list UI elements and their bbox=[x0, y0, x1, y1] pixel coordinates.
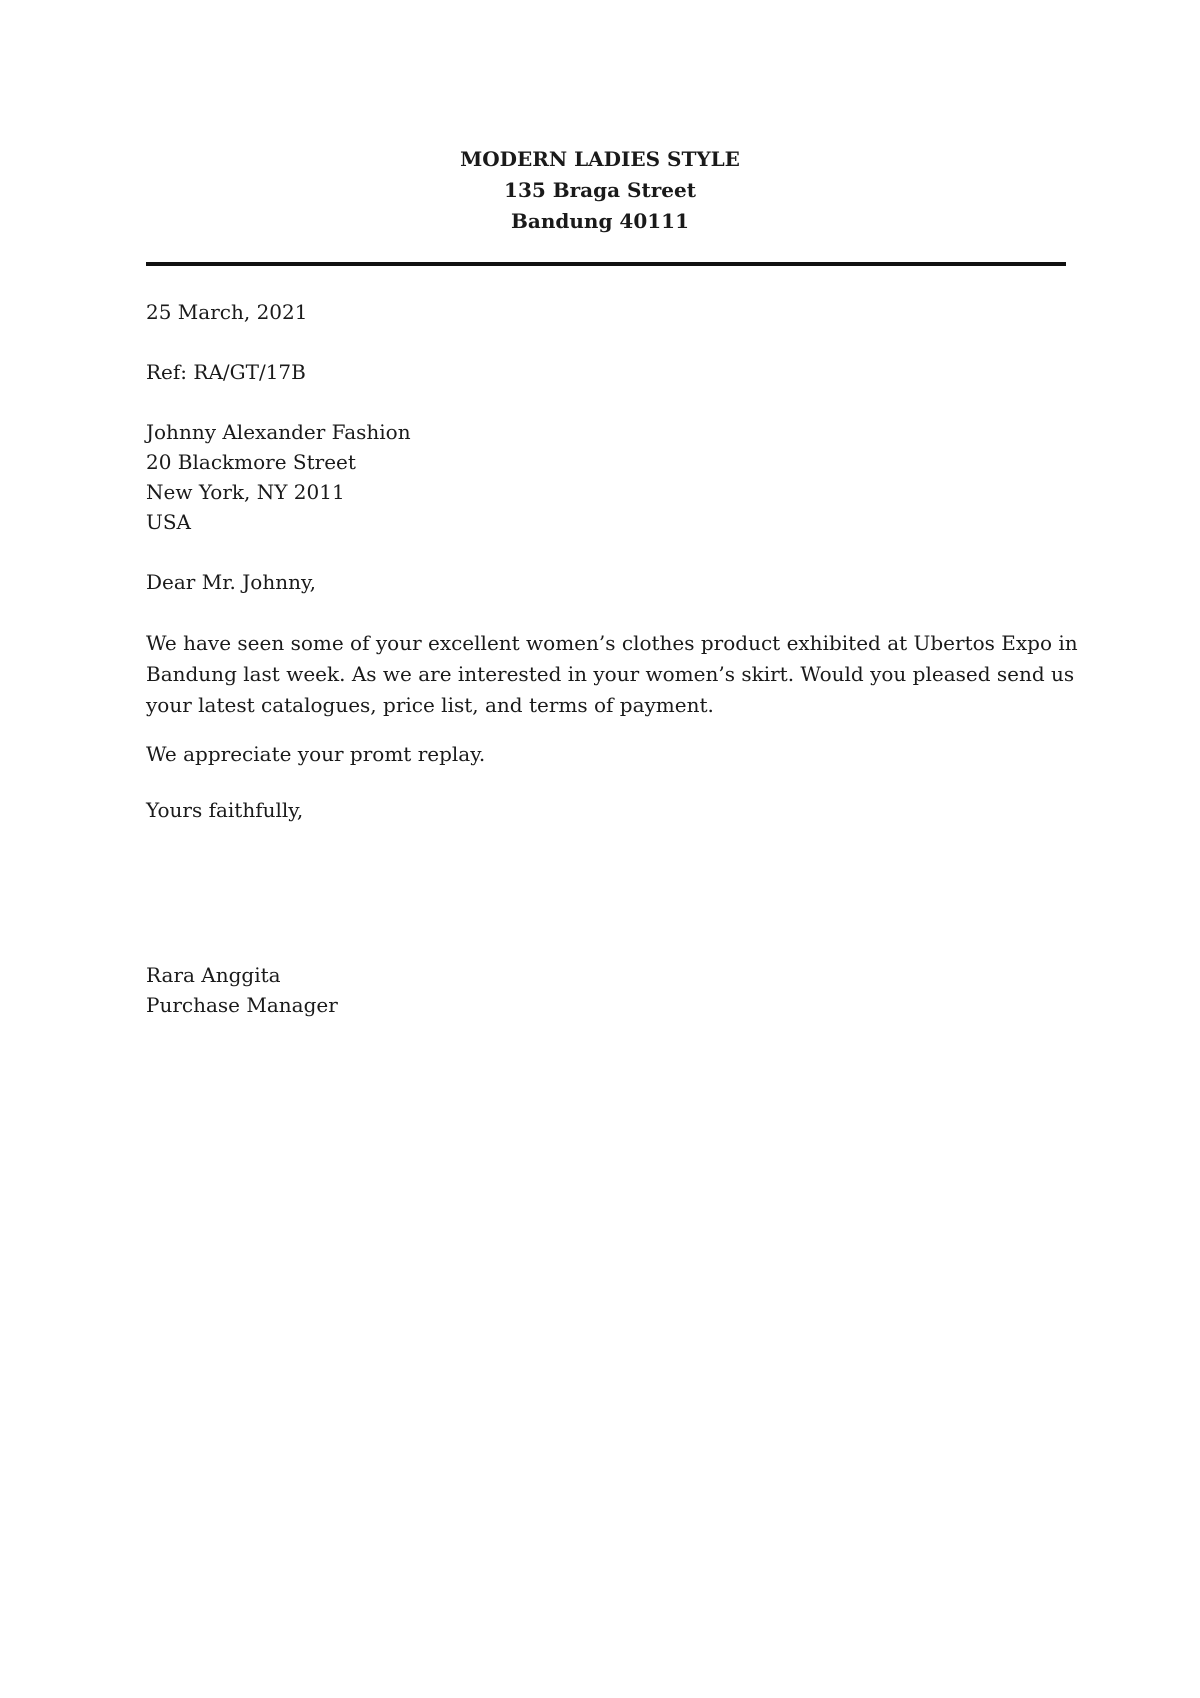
body-paragraph bbox=[146, 628, 1081, 721]
letterhead-divider bbox=[146, 262, 1066, 266]
recipient-city: New York, NY 2011 bbox=[146, 480, 345, 504]
company-city: Bandung 40111 bbox=[511, 209, 689, 233]
recipient-address bbox=[146, 417, 411, 537]
reference-number: Ref: RA/GT/17B bbox=[146, 360, 306, 384]
paragraph-line: your latest catalogues, price list, and terms of payment. bbox=[146, 693, 714, 717]
signer-name: Rara Anggita bbox=[146, 963, 281, 987]
recipient-country: USA bbox=[146, 510, 191, 534]
paragraph-line: Bandung last week. As we are interested in your women’s skirt. Would you pleased send us bbox=[146, 662, 1075, 686]
company-street: 135 Braga Street bbox=[504, 178, 696, 202]
recipient-name: Johnny Alexander Fashion bbox=[146, 420, 411, 444]
letterhead bbox=[0, 144, 1200, 237]
appreciation-line: We appreciate your promt replay. bbox=[146, 742, 486, 766]
paragraph-line: We have seen some of your excellent women’s clothes product exhibited at Ubertos Expo in bbox=[146, 631, 1078, 655]
letter-date: 25 March, 2021 bbox=[146, 300, 308, 324]
recipient-street: 20 Blackmore Street bbox=[146, 450, 356, 474]
complimentary-close: Yours faithfully, bbox=[146, 798, 304, 822]
company-name: MODERN LADIES STYLE bbox=[460, 147, 740, 171]
signer-title: Purchase Manager bbox=[146, 993, 338, 1017]
salutation: Dear Mr. Johnny, bbox=[146, 570, 316, 594]
